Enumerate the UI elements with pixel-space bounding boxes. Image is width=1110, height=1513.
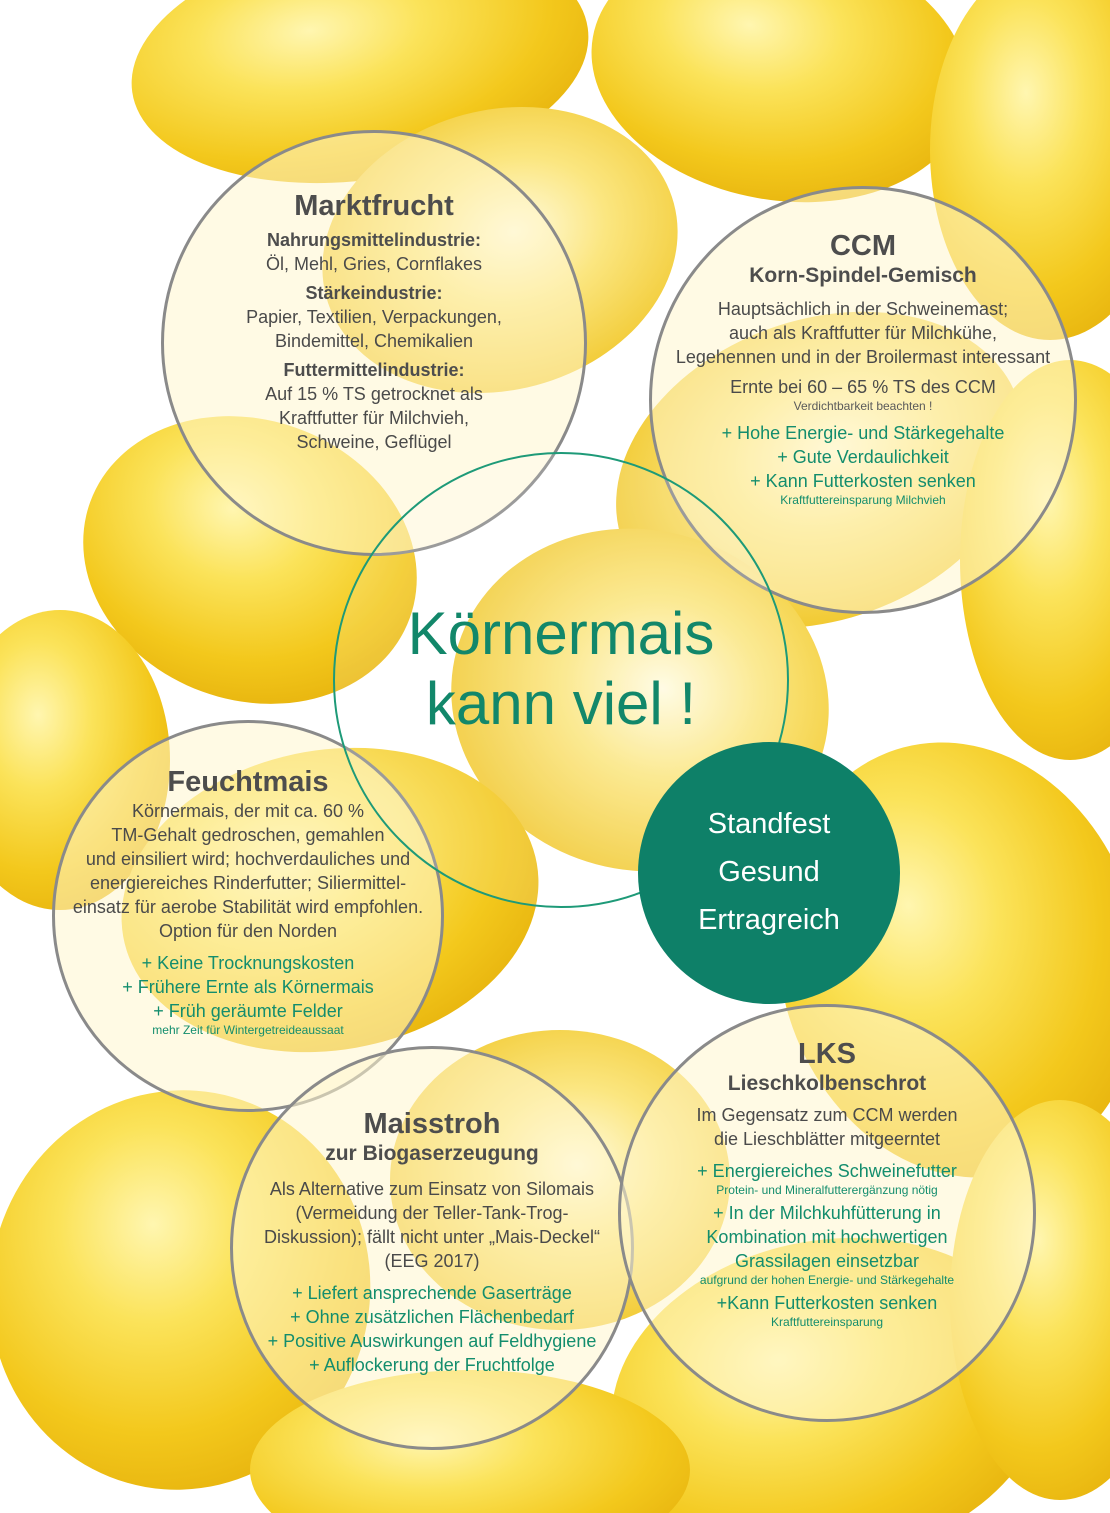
- ccm-text: auch als Kraftfutter für Milchkühe,: [728, 323, 998, 343]
- maisstroh-text: (Vermeidung der Teller-Tank-Trog-: [295, 1203, 569, 1223]
- badge-item-standfest: Standfest: [707, 808, 831, 840]
- ccm-benefit: + Hohe Energie- und Stärkegehalte: [721, 423, 1005, 443]
- feuchtmais-benefit: + Frühere Ernte als Körnermais: [122, 977, 374, 997]
- feuchtmais-text: Körnermais, der mit ca. 60 %: [131, 801, 365, 821]
- feuchtmais-text: TM-Gehalt gedroschen, gemahlen: [111, 825, 385, 845]
- marktfrucht-text: Kraftfutter für Milchvieh,: [278, 408, 470, 428]
- badge-item-gesund: Gesund: [718, 856, 820, 888]
- feuchtmais-benefit: + Früh geräumte Felder: [153, 1001, 343, 1021]
- feuchtmais-title: Feuchtmais: [167, 766, 329, 798]
- marktfrucht-heading-feed: Futtermittelindustrie:: [283, 360, 465, 380]
- lks-benefit: Kombination mit hochwertigen: [706, 1227, 948, 1247]
- marktfrucht-text: Schweine, Geflügel: [296, 432, 452, 452]
- lks-benefit: + In der Milchkuhfütterung in: [713, 1203, 941, 1223]
- maisstroh-benefit: + Positive Auswirkungen auf Feldhygiene: [267, 1331, 597, 1351]
- lks-text: Im Gegensatz zum CCM werden: [696, 1105, 958, 1125]
- maisstroh-text: Als Alternative zum Einsatz von Silomais: [269, 1179, 595, 1199]
- ccm-text: Hauptsächlich in der Schweinemast;: [717, 299, 1009, 319]
- headline: [335, 599, 787, 739]
- maisstroh-title: Maisstroh: [363, 1108, 501, 1140]
- ccm-benefit-note: Kraftfuttereinsparung Milchvieh: [780, 493, 946, 507]
- headline-line-2: kann viel !: [425, 670, 697, 737]
- ccm-text: Legehennen und in der Broilermast interessant: [675, 347, 1051, 367]
- ccm-benefit: + Kann Futterkosten senken: [750, 471, 976, 491]
- marktfrucht-text: Papier, Textilien, Verpackungen,: [246, 307, 502, 327]
- lks-text: die Lieschblätter mitgeerntet: [713, 1129, 941, 1149]
- marktfrucht-heading-starch: Stärkeindustrie:: [305, 283, 443, 303]
- marktfrucht-text: Bindemittel, Chemikalien: [274, 331, 474, 351]
- badge-item-ertragreich: Ertragreich: [698, 904, 840, 936]
- maisstroh-text: Diskussion); fällt nicht unter „Mais-Deckel“: [263, 1227, 601, 1247]
- marktfrucht-text: Auf 15 % TS getrocknet als: [265, 384, 483, 404]
- feuchtmais-text: und einsiliert wird; hochverdauliches und: [85, 849, 411, 869]
- maisstroh-benefit: + Ohne zusätzlichen Flächenbedarf: [290, 1307, 574, 1327]
- maisstroh-benefit: + Auflockerung der Fruchtfolge: [309, 1355, 555, 1375]
- maisstroh-benefit: + Liefert ansprechende Gaserträge: [292, 1283, 572, 1303]
- lks-circle: [618, 1004, 1036, 1422]
- feuchtmais-text: Option für den Norden: [158, 921, 338, 941]
- feuchtmais-text: einsatz für aerobe Stabilität wird empfohlen.: [72, 897, 424, 917]
- lks-subtitle: Lieschkolbenschrot: [727, 1072, 927, 1095]
- marktfrucht-text: Öl, Mehl, Gries, Cornflakes: [265, 254, 483, 274]
- ccm-harvest-note: Verdichtbarkeit beachten !: [793, 399, 933, 413]
- feuchtmais-benefit-note: mehr Zeit für Wintergetreideaussaat: [152, 1023, 344, 1037]
- feuchtmais-text: energiereiches Rinderfutter; Siliermittel-: [89, 873, 407, 893]
- feuchtmais-benefit: + Keine Trocknungskosten: [141, 953, 355, 973]
- maisstroh-subtitle: zur Biogaserzeugung: [325, 1142, 539, 1165]
- ccm-benefit: + Gute Verdaulichkeit: [777, 447, 949, 467]
- marktfrucht-heading-food: Nahrungsmittelindustrie:: [266, 230, 481, 250]
- lks-benefit: + Energiereiches Schweinefutter: [697, 1161, 957, 1181]
- marktfrucht-title: Marktfrucht: [294, 190, 454, 222]
- ccm-harvest: Ernte bei 60 – 65 % TS des CCM: [730, 377, 996, 397]
- ccm-subtitle: Korn-Spindel-Gemisch: [749, 264, 977, 287]
- maisstroh-circle: [230, 1046, 634, 1450]
- lks-benefit-note: Protein- und Mineralfutterergänzung nötig: [716, 1183, 938, 1197]
- lks-title: LKS: [798, 1038, 856, 1070]
- maisstroh-text: (EEG 2017): [384, 1251, 480, 1271]
- lks-benefit: Grassilagen einsetzbar: [734, 1251, 920, 1271]
- lks-benefit: +Kann Futterkosten senken: [716, 1293, 938, 1313]
- lks-benefit-note: Kraftfuttereinsparung: [770, 1315, 884, 1329]
- lks-benefit-note: aufgrund der hohen Energie- und Stärkegehalte: [699, 1273, 955, 1287]
- qualities-badge: [638, 742, 900, 1004]
- headline-line-1: Körnermais: [407, 600, 715, 667]
- ccm-title: CCM: [829, 230, 897, 262]
